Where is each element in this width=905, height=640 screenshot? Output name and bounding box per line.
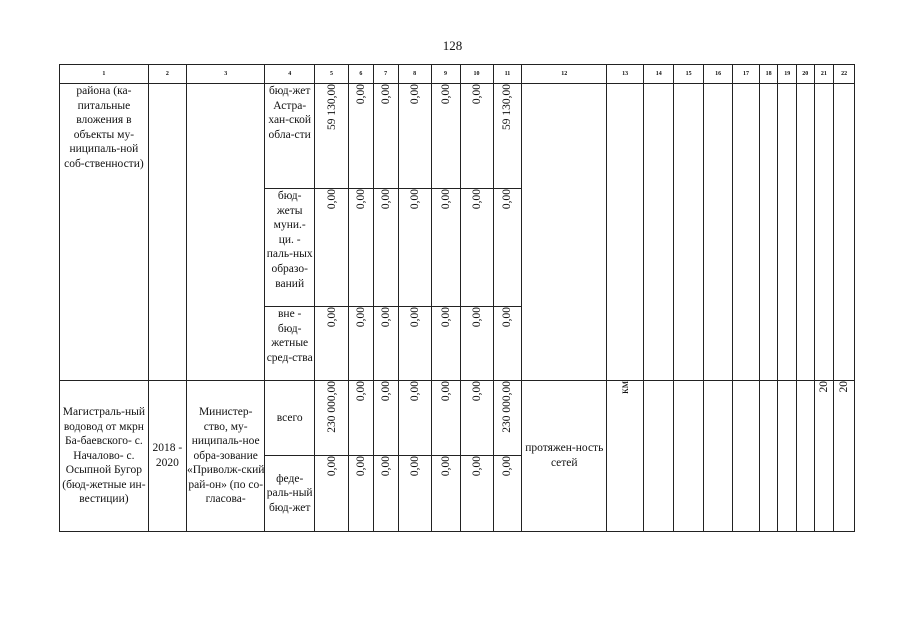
amount-cell [493,84,522,189]
amount: 0,00 [439,381,452,402]
measure-name: района (ка-питальные вложения в объекты му-ниципаль-ной соб-ственности) [64,85,144,170]
column-number: 15 [674,65,704,84]
amount-cell [431,381,460,456]
amount-cell [349,307,374,381]
empty-cell [834,84,855,381]
amount-cell [373,307,398,381]
amount: 0,00 [439,307,452,328]
empty-cell [733,84,760,381]
amount: 0,00 [408,456,421,477]
funding-source-cell [265,307,315,381]
column-number: 13 [607,65,644,84]
amount: 0,00 [325,456,338,477]
empty-cell [644,381,674,532]
amount-cell [314,189,348,307]
amount-cell [460,456,493,532]
column-number: 3 [186,65,264,84]
funding-source: феде-раль-ный бюд-жет [266,472,313,514]
amount-cell [398,456,431,532]
amount-cell [373,456,398,532]
amount-cell [460,84,493,189]
funding-source-cell [265,189,315,307]
funding-source-cell [265,381,315,456]
amount: 0,00 [379,456,392,477]
executor-cell [186,84,264,381]
amount: 0,00 [379,307,392,328]
indicator-cell [522,84,607,381]
amount-cell [431,456,460,532]
target-value: 20 [817,381,830,393]
table-row [60,84,855,189]
amount-cell [460,381,493,456]
target-value-cell [834,381,855,532]
column-number: 1 [60,65,149,84]
amount-cell [493,307,522,381]
amount-cell [460,307,493,381]
column-number: 17 [733,65,760,84]
column-number: 6 [349,65,374,84]
executor-cell [186,381,264,532]
amount-cell [493,189,522,307]
unit: км [619,381,632,394]
amount: 0,00 [501,189,514,210]
measure-name-cell [60,381,149,532]
amount-cell [460,189,493,307]
amount-cell [314,456,348,532]
amount-cell [349,189,374,307]
amount: 0,00 [408,84,421,105]
amount: 0,00 [354,307,367,328]
amount: 0,00 [501,307,514,328]
amount: 59 130,00 [325,84,338,130]
empty-cell [644,84,674,381]
amount: 0,00 [354,456,367,477]
column-number: 4 [265,65,315,84]
column-number: 11 [493,65,522,84]
funding-source-cell [265,456,315,532]
column-number: 10 [460,65,493,84]
measure-name-cell [60,84,149,381]
column-number: 16 [704,65,733,84]
table-row [60,381,855,456]
amount-cell [314,381,348,456]
amount-cell [431,189,460,307]
amount-cell [349,456,374,532]
amount-cell [493,456,522,532]
amount-cell [314,307,348,381]
column-number: 18 [759,65,778,84]
funding-source: всего [276,411,303,424]
indicator: протяжен-ность сетей [525,442,604,469]
funding-source-cell [265,84,315,189]
column-number: 20 [797,65,815,84]
column-number: 21 [814,65,834,84]
empty-cell [704,381,733,532]
amount: 0,00 [470,307,483,328]
amount: 0,00 [470,84,483,105]
empty-cell [733,381,760,532]
amount-cell [398,189,431,307]
period-cell [148,84,186,381]
amount: 0,00 [379,381,392,402]
amount: 0,00 [325,307,338,328]
period: 2018 - 2020 [152,442,183,469]
amount: 0,00 [408,189,421,210]
amount: 0,00 [408,307,421,328]
empty-cell [814,84,834,381]
amount: 0,00 [354,381,367,402]
amount: 0,00 [439,456,452,477]
amount-cell [314,84,348,189]
amount-cell [373,381,398,456]
amount-cell [373,84,398,189]
column-number: 2 [148,65,186,84]
empty-cell [759,381,778,532]
empty-cell [674,84,704,381]
amount: 0,00 [379,189,392,210]
amount: 0,00 [325,189,338,210]
funding-source: вне - бюд-жетные сред-ства [266,308,313,364]
column-number: 14 [644,65,674,84]
amount: 59 130,00 [501,84,514,130]
empty-cell [674,381,704,532]
amount: 0,00 [379,84,392,105]
unit-cell [607,84,644,381]
amount-cell [398,381,431,456]
amount-cell [493,381,522,456]
target-value-cell [814,381,834,532]
amount-cell [349,381,374,456]
amount: 0,00 [408,381,421,402]
funding-source: бюд-жеты муни.- ци. - паль-ных образо-ваний [266,190,313,290]
funding-source: бюд-жет Астра-хан-ской обла-сти [268,85,312,141]
column-number: 12 [522,65,607,84]
unit-cell [607,381,644,532]
empty-cell [759,84,778,381]
period-cell [148,381,186,532]
column-number: 22 [834,65,855,84]
amount: 0,00 [470,381,483,402]
empty-cell [778,381,797,532]
amount: 230 000,00 [501,381,514,433]
amount: 0,00 [470,456,483,477]
empty-cell [704,84,733,381]
amount-cell [373,189,398,307]
empty-cell [778,84,797,381]
indicator-cell [522,381,607,532]
amount-cell [398,84,431,189]
amount: 230 000,00 [325,381,338,433]
measure-name: Магистраль-ный водовод от мкрн Ба-баевского- с. Началово- с. Осыпной Бугор (бюд-жетные ин-вестиции) [62,405,146,506]
column-number-row [60,65,855,84]
empty-cell [797,381,815,532]
amount: 0,00 [470,189,483,210]
amount: 0,00 [439,189,452,210]
amount-cell [349,84,374,189]
column-number: 19 [778,65,797,84]
column-number: 9 [431,65,460,84]
amount-cell [431,84,460,189]
amount-cell [398,307,431,381]
column-number: 5 [314,65,348,84]
amount: 0,00 [501,456,514,477]
amount: 0,00 [439,84,452,105]
amount: 0,00 [354,84,367,105]
budget-table [59,64,855,532]
column-number: 8 [398,65,431,84]
target-value: 20 [838,381,851,393]
column-number: 7 [373,65,398,84]
amount: 0,00 [354,189,367,210]
page-number: 128 [442,38,463,53]
empty-cell [797,84,815,381]
executor: Министер-ство, му-ниципаль-ное обра-зование «Приволж-ский рай-он» (по со-гласова- [186,405,265,506]
amount-cell [431,307,460,381]
